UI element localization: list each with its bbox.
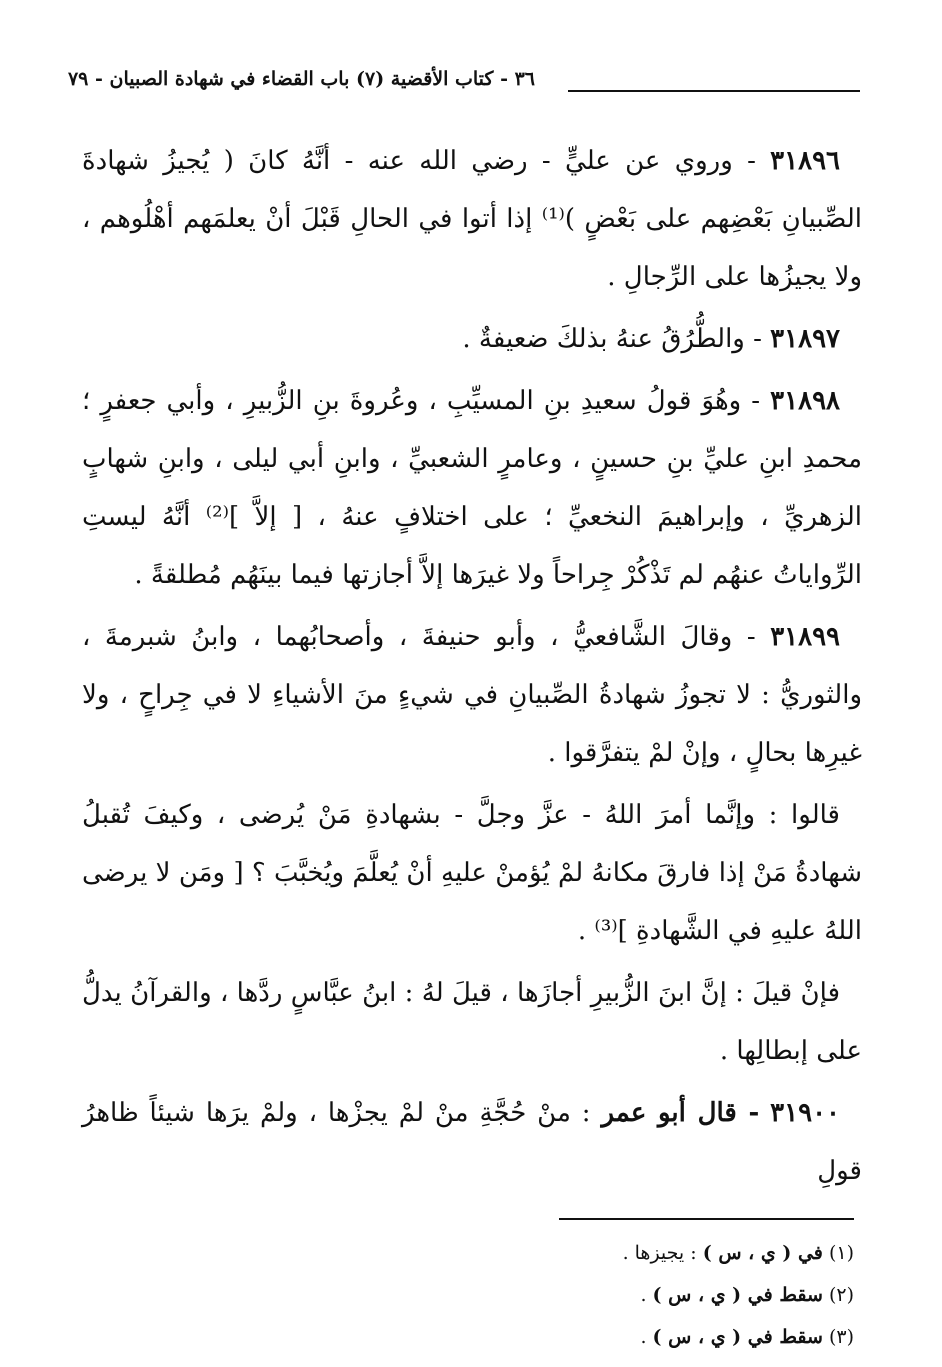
paragraph-text: : منْ حُجَّةِ منْ لمْ يجزْها ، ولمْ يرَها شيئاً ظاهرُ قولِ (82, 1098, 862, 1186)
paragraph-text: فإنْ قيلَ : إنَّ ابنَ الزُّبيرِ أجازَها ، قيلَ لهُ : ابنُ عبَّاسٍ ردَّها ، والقرآنُ يدلُّ على إبطالِها . (82, 978, 862, 1066)
running-header (67, 66, 860, 106)
paragraph-text: قالوا : وإنَّما أمرَ اللهُ - عزَّ وجلَّ - بشهادةِ مَنْ يُرضى ، وكيفَ تُقبلُ شهادةُ مَنْ إذا فارقَ مكانهُ لمْ يُؤمنْ عليهِ أنْ يُعلَّمَ ويُخبَّبَ ؟ [ ومَن لا يرضى اللهُ عليهِ في الشَّهادةِ ]⁽³⁾ . (82, 800, 862, 946)
footnote-source: في ( ي ، س ) (702, 1242, 823, 1264)
paragraph-text: - وروي عن عليٍّ - رضي الله عنه - أنَّهُ كانَ ( يُجيزُ شهادةَ الصِّبيانِ بَعْضِهم على بَعْضٍ )⁽¹⁾ إذا أتوا في الحالِ قَبْلَ أنْ يعلمَهم أهْلُوهم ، ولا يجيزُها على الرِّجالِ . (82, 146, 862, 292)
footnote-text: . (640, 1284, 647, 1306)
paragraph-text: - وقالَ الشَّافعيُّ ، وأبو حنيفةَ ، وأصحابُهما ، وابنُ شبرمةَ ، والثوريُّ : لا تجوزُ شهادةُ الصِّبيانِ في شيءٍ منَ الأشياءِ لا في جِراحٍ ، ولا غيرِها بحالٍ ، وإنْ لمْ يتفرَّقوا . (82, 622, 862, 768)
paragraph-number: ٣١٨٩٦ (770, 146, 840, 176)
paragraph-text: - وهُوَ قولُ سعيدِ بنِ المسيِّبِ ، وعُروةَ بنِ الزُّبيرِ ، وأبي جعفرٍ ؛ محمدِ ابنِ عليِّ بنِ حسينٍ ، وعامرٍ الشعبيِّ ، وابنِ أبي ليلى ، وابنِ شهابٍ الزهريِّ ، وإبراهيمَ النخعيِّ ؛ على اختلافٍ عنهُ ، [ إلاَّ ]⁽²⁾ أنَّهُ ليستِ الرِّواياتُ عنهُم لم تَذْكُرْ جِراحاً ولا غيرَها إلاَّ أجازتها فيما بينَهُم مُطلقةً . (82, 386, 862, 590)
paragraph-number: ٣١٩٠٠ (770, 1098, 840, 1128)
running-title: ٣٦ - كتاب الأقضية (٧) باب القضاء في شهادة الصبيان - ٧٩ (67, 68, 535, 90)
footnote-mark: (٢) (828, 1284, 854, 1306)
header-rule (568, 90, 860, 92)
paragraph-31897 (82, 310, 862, 368)
paragraph-text: - والطُّرُقُ عنهُ بذلكَ ضعيفةٌ . (462, 324, 762, 354)
paragraph-number: ٣١٨٩٩ (770, 622, 841, 652)
footnotes (354, 1232, 854, 1358)
paragraph-31896 (82, 132, 862, 306)
footnote-mark: (٣) (828, 1326, 854, 1348)
paragraph-number: ٣١٨٩٧ (770, 324, 840, 354)
paragraph-lead: - قال أبو عمر (601, 1098, 760, 1128)
paragraph-number: ٣١٨٩٨ (770, 386, 840, 416)
footnote-text: . (640, 1326, 647, 1348)
paragraph-31898 (82, 372, 862, 604)
paragraph-qalu (82, 786, 862, 960)
footnote-2 (354, 1274, 854, 1316)
footnote-source: سقط في ( ي ، س ) (652, 1284, 823, 1306)
main-text (82, 132, 862, 1204)
paragraph-fa-in-qila (82, 964, 862, 1080)
footnote-source: سقط في ( ي ، س ) (652, 1326, 823, 1348)
footnote-3 (354, 1316, 854, 1358)
footnote-1 (354, 1232, 854, 1274)
paragraph-31899 (82, 608, 862, 782)
footnote-text: : يجيزها . (622, 1242, 697, 1264)
paragraph-31900 (82, 1084, 862, 1200)
footnote-mark: (١) (828, 1242, 854, 1264)
footnote-rule (559, 1218, 854, 1220)
